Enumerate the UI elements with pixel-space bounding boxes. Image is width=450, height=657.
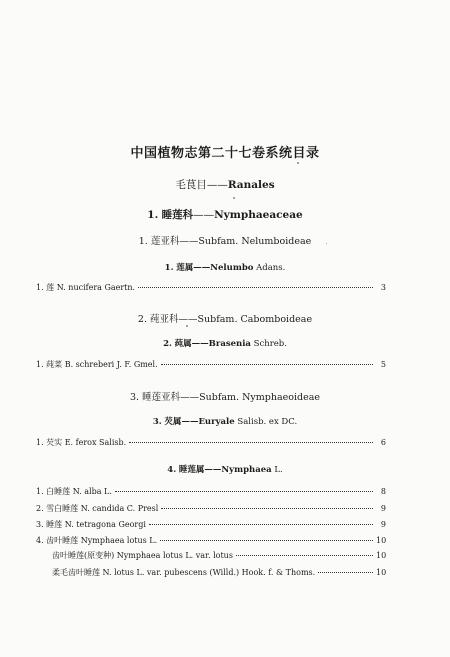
subfamily-latin: Cabomboideae xyxy=(240,314,313,325)
dot-leader xyxy=(161,363,373,365)
genus-author: Salisb. ex DC. xyxy=(237,417,298,427)
genus-dash: —— xyxy=(204,465,222,475)
toc-entry[interactable] xyxy=(36,359,386,370)
toc-entry[interactable] xyxy=(36,282,386,293)
entry-page-number: 5 xyxy=(380,360,386,369)
genus-heading xyxy=(0,415,450,427)
genus-author: L. xyxy=(274,465,283,475)
genus-cn: 睡莲属 xyxy=(178,465,205,475)
scan-speck xyxy=(326,243,327,244)
entry-text: 1. 莼菜 B. schreberi J. F. Gmel. xyxy=(36,360,158,369)
entry-text: 柔毛齿叶睡莲 N. lotus L. var. pubescens (Willd.) Hook. f. & Thoms. xyxy=(52,568,316,577)
subfamily-num: 3. xyxy=(130,392,140,403)
dot-leader xyxy=(115,490,373,492)
genus-dash: —— xyxy=(191,339,209,349)
toc-entry[interactable] xyxy=(36,503,386,514)
scan-speck xyxy=(186,325,188,327)
subfamily-latin: Nymphaeoideae xyxy=(242,392,320,403)
dot-leader xyxy=(149,523,373,525)
toc-entry[interactable] xyxy=(52,567,386,578)
scan-speck xyxy=(297,162,299,164)
entry-text: 1. 芡实 E. ferox Salisb. xyxy=(36,438,127,447)
entry-page-number: 8 xyxy=(380,487,386,496)
genus-dash: —— xyxy=(181,417,199,427)
genus-latin: Euryale xyxy=(198,417,235,427)
subfamily-latin: Nelumboideae xyxy=(241,236,312,247)
subfamily-cn: 莲亚科 xyxy=(150,236,180,247)
order-cn: 毛茛目 xyxy=(175,179,207,191)
toc-entry[interactable] xyxy=(36,486,386,497)
subfamily-label: ——Subfam. xyxy=(180,392,240,403)
genus-num: 2. xyxy=(163,339,172,349)
entry-page-number: 10 xyxy=(376,536,387,545)
order-latin: Ranales xyxy=(227,179,275,191)
subfamily-heading xyxy=(0,233,450,247)
dot-leader xyxy=(129,441,373,443)
entry-page-number: 10 xyxy=(376,551,387,560)
family-num: 1. xyxy=(147,209,159,221)
family-dash: —— xyxy=(193,209,215,221)
genus-heading xyxy=(0,337,450,349)
order-dash: —— xyxy=(206,179,228,191)
genus-num: 4. xyxy=(167,465,177,475)
genus-latin: Brasenia xyxy=(208,339,251,349)
entry-page-number: 9 xyxy=(380,520,386,529)
subfamily-cn: 睡莲亚科 xyxy=(142,392,181,403)
genus-author: Adans. xyxy=(256,263,286,273)
subfamily-num: 2. xyxy=(137,314,147,325)
entry-page-number: 6 xyxy=(380,438,386,447)
dot-leader xyxy=(161,507,373,509)
entry-text: 2. 雪白睡莲 N. candida C. Presl xyxy=(36,504,159,513)
scan-speck xyxy=(233,197,235,199)
toc-entry[interactable] xyxy=(36,535,386,546)
subfamily-label: ——Subfam. xyxy=(179,236,239,247)
entry-text: 1. 莲 N. nucifera Gaertn. xyxy=(36,283,136,292)
dot-leader xyxy=(138,286,373,288)
subfamily-cn: 莼亚科 xyxy=(150,314,179,325)
toc-entry[interactable] xyxy=(36,437,386,448)
genus-author: Schreb. xyxy=(253,339,287,349)
toc-entry[interactable] xyxy=(36,519,386,530)
genus-num: 3. xyxy=(152,417,162,427)
order-heading xyxy=(0,177,450,192)
entry-page-number: 3 xyxy=(380,283,386,292)
entry-text: 4. 齿叶睡莲 Nymphaea lotus L. xyxy=(36,536,158,545)
genus-cn: 芡属 xyxy=(164,417,182,427)
document-title: 中国植物志第二十七卷系统目录 xyxy=(130,146,320,161)
genus-latin: Nelumbo xyxy=(210,263,254,273)
family-latin: Nymphaeaceae xyxy=(214,209,303,221)
genus-heading xyxy=(0,463,450,475)
entry-page-number: 10 xyxy=(376,568,387,577)
subfamily-label: ——Subfam. xyxy=(178,314,238,325)
dot-leader xyxy=(236,554,373,556)
genus-num: 1. xyxy=(164,263,174,273)
dot-leader xyxy=(318,571,373,573)
toc-entry[interactable] xyxy=(52,550,386,561)
genus-cn: 莲属 xyxy=(176,263,194,273)
dot-leader xyxy=(160,539,373,541)
entry-text: 1. 白睡莲 N. alba L. xyxy=(36,487,112,496)
genus-latin: Nymphaea xyxy=(221,465,272,475)
entry-text: 齿叶睡莲(原变种) Nymphaea lotus L. var. lotus xyxy=(52,551,233,560)
genus-cn: 莼属 xyxy=(174,339,192,349)
entry-page-number: 9 xyxy=(380,504,386,513)
family-heading xyxy=(0,207,450,222)
entry-text: 3. 睡莲 N. tetragona Georgi xyxy=(36,520,146,529)
subfamily-heading xyxy=(0,389,450,403)
subfamily-num: 1. xyxy=(138,236,148,247)
subfamily-heading xyxy=(0,311,450,325)
genus-dash: —— xyxy=(193,263,211,273)
family-cn: 睡莲科 xyxy=(161,209,194,221)
genus-heading xyxy=(0,261,450,273)
